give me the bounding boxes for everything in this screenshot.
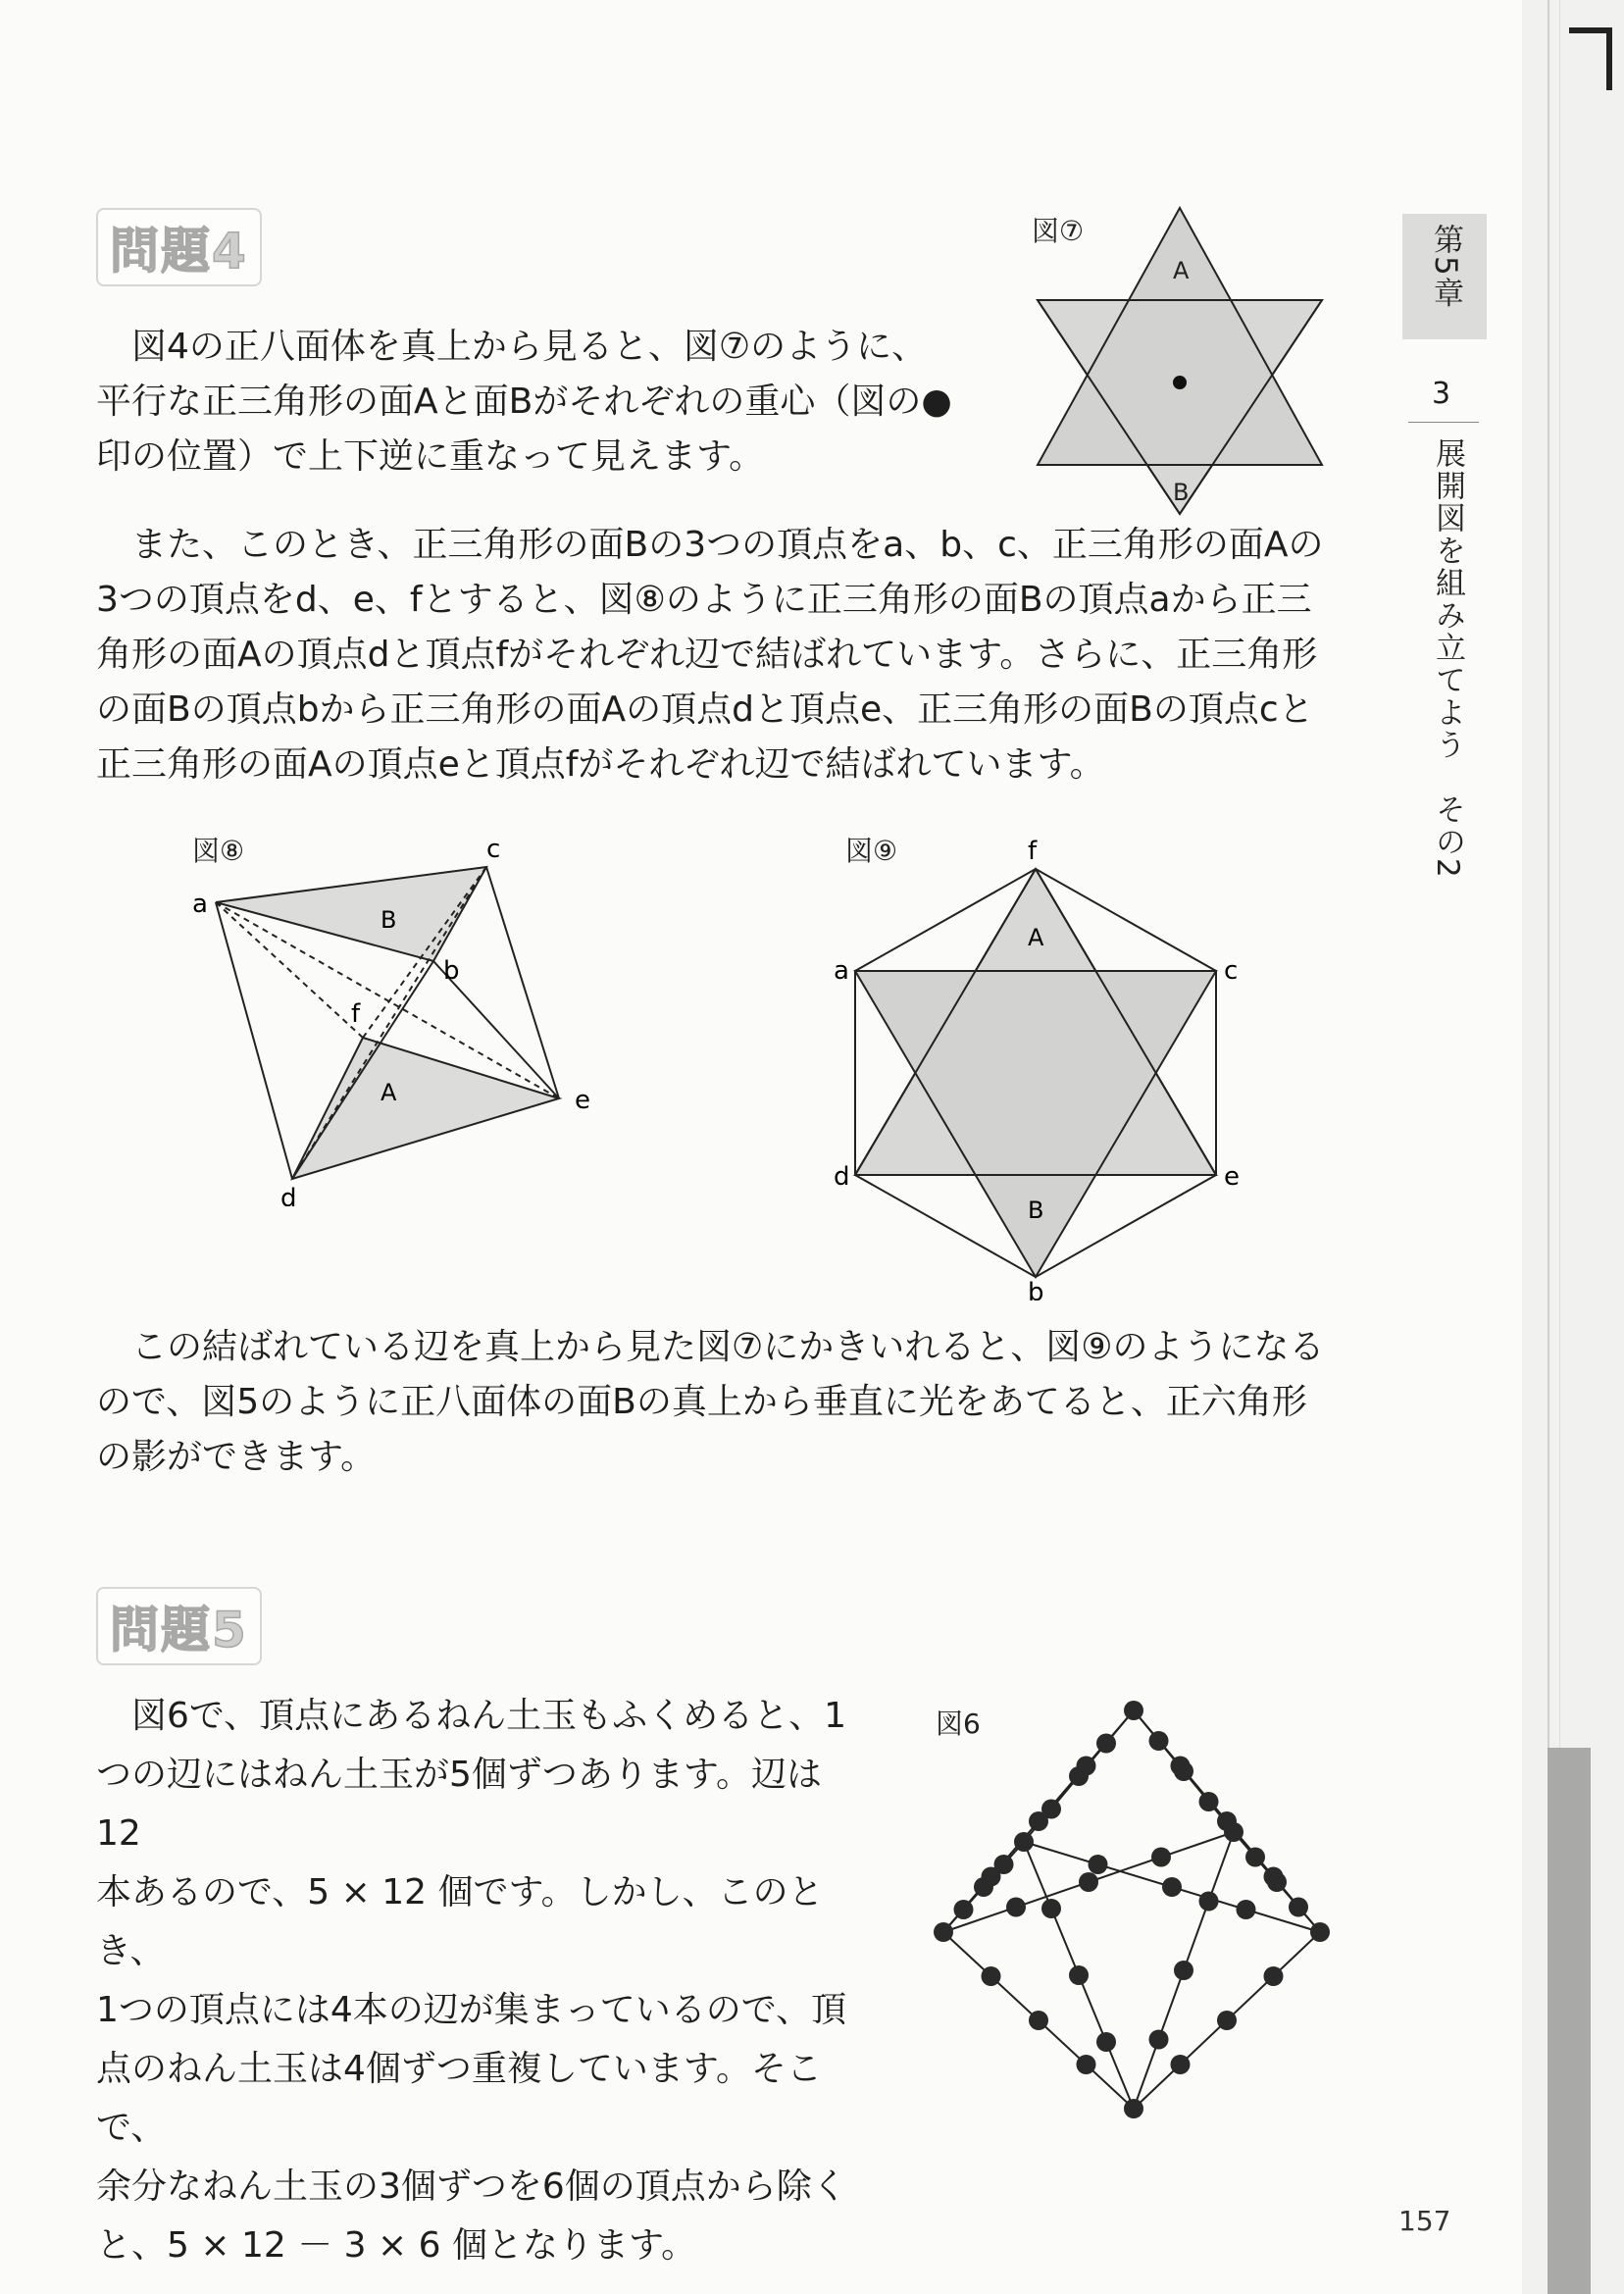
fig9-hexagon-diagram (834, 830, 1245, 1300)
fig8-vertex-c: c (486, 835, 501, 864)
paragraph-text: また、このとき、正三角形の面Bの3つの頂点をa、b、c、正三角形の面Aの3つの頂点をd、e、fとすると、図⑧のように正三角形の面Bの頂点aから正三角形の面Aの頂点dと頂点fがそれぞれ辺で結ばれています。さらに、正三角形の面Bの頂点bから正三角形の面Aの頂点dと頂点e、正三角形の面Bの頂点cと正三角形の面Aの頂点eと頂点fがそれぞれ辺で結ばれています。 (96, 525, 1324, 785)
fig9-vertex-c: c (1224, 956, 1239, 986)
fig6-clay-ball (1149, 1731, 1169, 1751)
fig9-face-a-label: A (1028, 924, 1044, 951)
fig6-clay-ball (1174, 1761, 1193, 1781)
problem4-paragraph-2 (96, 518, 1330, 792)
fig8-edge (216, 902, 292, 1179)
problem5-line: 図6で、頂点にあるねん土玉もふくめると、1 (131, 1696, 847, 1736)
fig6-clay-ball (1264, 1966, 1284, 1986)
paragraph-text: この結ばれている辺を真上から見た図⑦にかきいれると、図⑨のようになるので、図5のように正八面体の面Bの真上から垂直に光をあてると、正六角形の影ができます。 (96, 1327, 1325, 1477)
fig6-clay-ball (1199, 1792, 1219, 1811)
fig6-clay-ball (1199, 1892, 1219, 1912)
fig6-clay-ball (1245, 1848, 1265, 1867)
fig6-clay-ball (994, 1855, 1014, 1874)
problem5-line: 本あるので、5 × 12 個です。しかし、このとき、 (96, 1872, 824, 1971)
fig9-vertex-b: b (1028, 1278, 1044, 1300)
fig6-clay-ball (1217, 2011, 1237, 2030)
fig9-vertex-d: d (834, 1162, 850, 1192)
problem5-line: 点のねん土玉は4個ずつ重複しています。そこで、 (96, 2049, 823, 2148)
fig8-vertex-d: d (280, 1184, 297, 1206)
fig6-clay-ball (1310, 1922, 1330, 1942)
fig8-octahedron-diagram (186, 824, 618, 1206)
fig6-clay-ball (954, 1900, 974, 1919)
fig6-clay-ball (982, 1966, 1001, 1986)
fig6-clay-ball (1006, 1898, 1026, 1917)
fig9-vertex-f: f (1028, 837, 1038, 866)
fig6-clay-ball-octahedron (922, 1695, 1334, 2136)
fig8-vertex-f: f (351, 999, 361, 1029)
fig6-clay-ball (1089, 1855, 1108, 1874)
problem5-heading: 問題5 (96, 1587, 262, 1665)
fig6-clay-ball (1096, 2032, 1116, 2052)
section-number: 3 (1432, 377, 1451, 411)
fig6-clay-ball (1096, 1734, 1116, 1754)
fig7-face-b-label: B (1173, 479, 1190, 506)
fig6-clay-ball (1162, 1877, 1182, 1897)
section-divider (1408, 422, 1479, 423)
thumb-index-tab (1548, 1748, 1591, 2294)
fig6-clay-ball (1069, 1965, 1089, 1985)
fig6-clay-ball (1224, 1822, 1243, 1842)
fig6-clay-ball (1124, 2099, 1143, 2118)
problem4-paragraph-3 (96, 1320, 1330, 1485)
page-number: 157 (1398, 2205, 1451, 2237)
fig8-face-b (216, 867, 486, 961)
fig6-label: 図6 (936, 1708, 981, 1740)
fig9-vertex-e: e (1224, 1162, 1240, 1192)
fig6-clay-ball (1237, 1900, 1256, 1919)
fig8-vertex-a: a (192, 890, 208, 919)
fig6-clay-ball (1041, 1899, 1061, 1918)
fig6-clay-ball (1267, 1872, 1287, 1892)
fig6-clay-ball (1151, 1848, 1171, 1867)
fig7-label: 図⑦ (1032, 215, 1085, 247)
fig8-label: 図⑧ (192, 835, 245, 867)
fig6-clay-ball (1174, 1961, 1193, 1980)
fig7-hexagram-diagram (1018, 204, 1342, 528)
fig6-clay-ball (1079, 1872, 1098, 1892)
fig6-clay-ball (1124, 1701, 1143, 1720)
fig6-clay-ball (1149, 2030, 1169, 2050)
fig8-vertex-e: e (575, 1086, 590, 1115)
corner-mark (1569, 27, 1612, 90)
fig6-clay-ball (934, 1922, 953, 1942)
fig9-face-b-label: B (1028, 1197, 1044, 1224)
fig9-vertex-a: a (834, 956, 849, 986)
fig6-clay-ball (1069, 1766, 1089, 1786)
fig6-clay-ball (1077, 2055, 1096, 2074)
fig6-clay-ball (1041, 1800, 1061, 1819)
fig6-clay-ball (974, 1877, 993, 1897)
chapter-label: 第5章 (1428, 224, 1463, 310)
problem5-line: と、5 × 12 － 3 × 6 個となります。 (96, 2225, 697, 2266)
paragraph-text: 図4の正八面体を真上から見ると、図⑦のように、平行な正三角形の面Aと面Bがそれぞれの重心（図の●印の位置）で上下逆に重なって見えます。 (96, 327, 952, 477)
fig8-face-a (292, 1038, 559, 1179)
fig6-clay-ball (1171, 2055, 1191, 2074)
problem4-paragraph-1 (96, 320, 959, 484)
fig6-clay-ball (1014, 1832, 1034, 1852)
fig7-centroid-dot (1173, 376, 1187, 389)
problem5-line: 1つの頂点には4本の辺が集まっているので、頂 (96, 1990, 847, 2030)
fig8-face-b-label: B (381, 906, 397, 934)
fig6-clay-ball (1289, 1898, 1308, 1917)
problem5-line: つの辺にはねん土玉が5個ずつあります。辺は12 (96, 1755, 823, 1854)
problem5-paragraph (96, 1687, 861, 2275)
fig9-label: 図⑨ (845, 835, 898, 867)
problem5-line: 余分なねん土玉の3個ずつを6個の頂点から除く (96, 2167, 847, 2207)
problem4-heading: 問題4 (96, 208, 262, 286)
fig8-face-a-label: A (381, 1079, 397, 1106)
section-title: 展開図を組み立てよう その2 (1430, 437, 1465, 880)
fig8-vertex-b: b (443, 956, 460, 986)
fig7-face-a-label: A (1173, 257, 1190, 284)
fig6-clay-ball (1029, 2011, 1048, 2030)
